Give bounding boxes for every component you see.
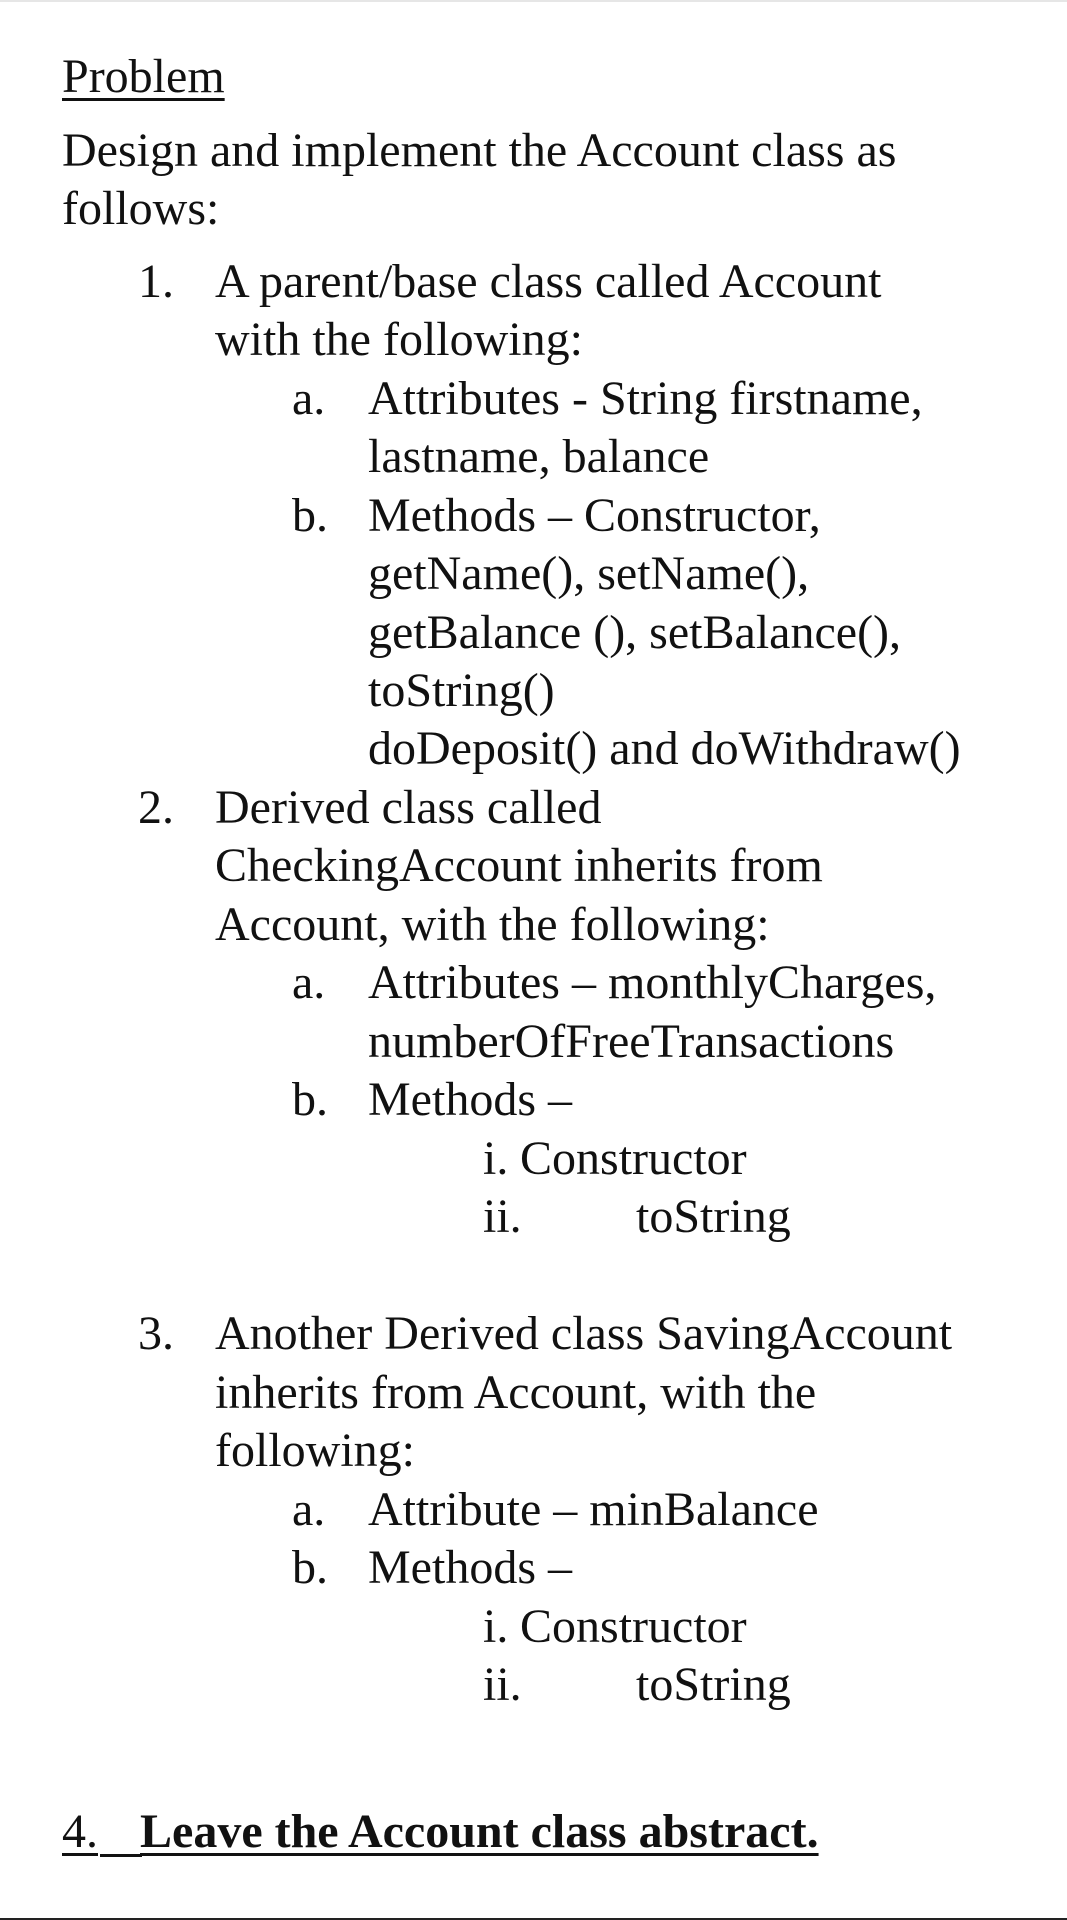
item-2-line-3: Account, with the following: [215,898,770,951]
item-2-line-1: Derived class called [215,781,602,834]
item-1-line-2: with the following: [215,313,583,366]
item-1a-line-2: lastname, balance [368,430,710,483]
item-2b-ii-marker: ii. [483,1190,522,1243]
page-title: Problem [62,50,225,103]
item-3b-i-text: Constructor [520,1600,747,1653]
item-3-line-3: following: [215,1424,415,1477]
intro-line-1: Design and implement the Account class as [62,124,897,177]
item-3b-ii-text: toString [636,1658,791,1711]
list-number-3: 3. [138,1307,174,1360]
item-1b-line-2: getName(), setName(), [368,547,810,600]
item-2b-i-text: Constructor [520,1132,747,1185]
item-1b-line-5: doDeposit() and doWithdraw() [368,722,961,775]
item-1a-marker: a. [292,372,326,425]
item-2a-line-1: Attributes – monthlyCharges, [368,956,937,1009]
item-2b-i-marker: i. [483,1132,509,1185]
item-1b-marker: b. [292,489,328,542]
item-3b-line-1: Methods – [368,1541,572,1594]
item-3b-ii-marker: ii. [483,1658,522,1711]
item-2b-line-1: Methods – [368,1073,572,1126]
item-4-line-1: Leave the Account class abstract. [140,1805,819,1858]
list-number-2: 2. [138,781,174,834]
item-2a-line-2: numberOfFreeTransactions [368,1015,895,1068]
item-1b-line-1: Methods – Constructor, [368,489,821,542]
item-3b-i-marker: i. [483,1600,509,1653]
item-2a-marker: a. [292,956,326,1009]
item-1a-line-1: Attributes - String firstname, [368,372,923,425]
item-3-line-2: inherits from Account, with the [215,1366,817,1419]
intro-line-2: follows: [62,182,220,235]
list-number-4: 4. [62,1805,98,1858]
list-number-1: 1. [138,255,174,308]
item-2-line-2: CheckingAccount inherits from [215,839,823,892]
item-1-line-1: A parent/base class called Account [215,255,882,308]
item-3a-line-1: Attribute – minBalance [368,1483,819,1536]
item-3-line-1: Another Derived class SavingAccount [215,1307,953,1360]
item-2b-marker: b. [292,1073,328,1126]
item-1b-line-4: toString() [368,664,555,717]
item-1b-line-3: getBalance (), setBalance(), [368,606,902,659]
underline-segment [100,1854,142,1857]
item-3a-marker: a. [292,1483,326,1536]
item-2b-ii-text: toString [636,1190,791,1243]
item-4-gap-underline [100,1803,140,1861]
item-3b-marker: b. [292,1541,328,1594]
